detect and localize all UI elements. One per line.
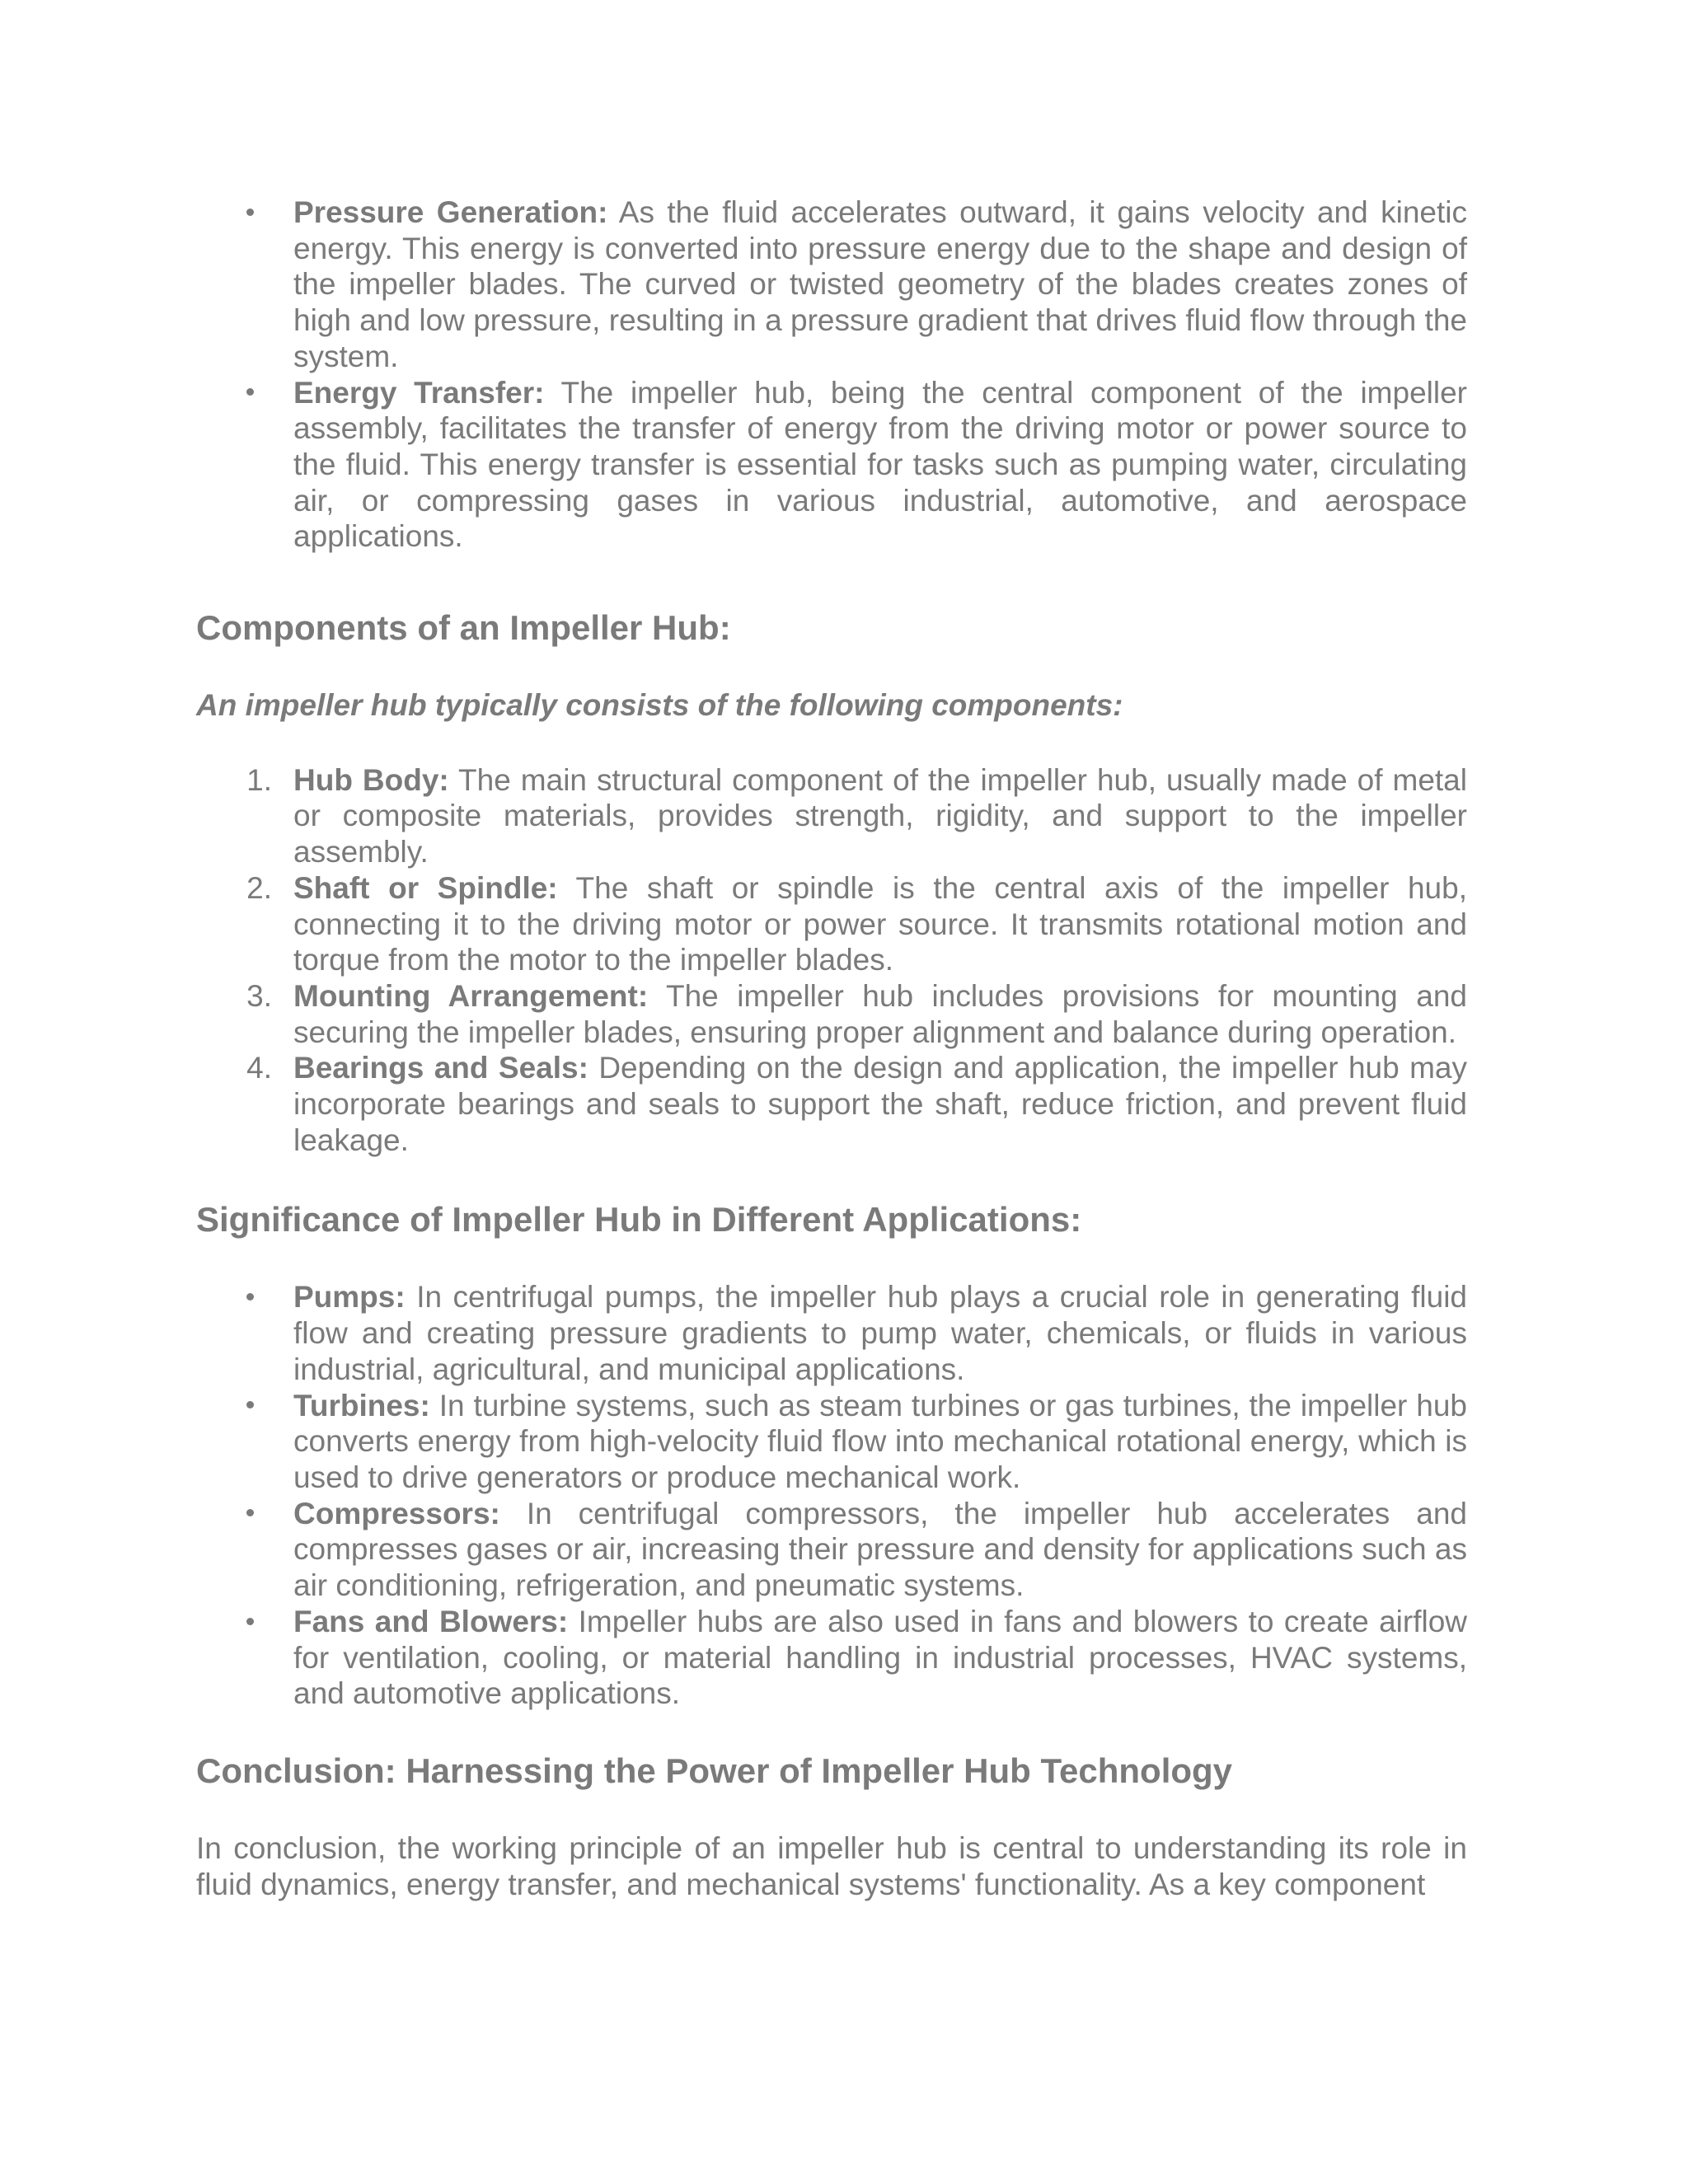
applications-bullet-list [196, 1279, 1467, 1711]
bullet-icon [196, 1496, 254, 1532]
principle-bullet-list [196, 194, 1467, 555]
list-item-text: The main structural component of the impeller hub, usually made of metal or composite materials, provides strength, rigidity, and support to the impeller assembly. [293, 762, 1467, 869]
list-item [196, 870, 1467, 978]
list-item [196, 194, 1467, 375]
list-number: 2. [246, 870, 272, 905]
list-item-text: Impeller hubs are also used in fans and blowers to create airflow for ventilation, cooling, or material handling in industrial processes, HVAC systems, and automotive applications. [293, 1604, 1468, 1711]
conclusion-paragraph: In conclusion, the working principle of an impeller hub is central to understanding its role in fluid dynamics, energy transfer, and mechanical systems' functionality. As a key component [196, 1830, 1467, 1901]
list-number: 1. [246, 762, 272, 797]
list-item [196, 978, 1467, 1050]
components-numbered-list [196, 762, 1467, 1159]
list-item-term: Energy Transfer: [293, 375, 545, 410]
list-item-text: The impeller hub includes provisions for mounting and securing the impeller blades, ensuring proper alignment and balance during operation. [293, 978, 1467, 1049]
bullet-icon [196, 375, 254, 411]
list-item-text: Depending on the design and application, the impeller hub may incorporate bearings and seals to support the shaft, reduce friction, and prevent fluid leakage. [293, 1051, 1467, 1157]
list-item-term: Pumps: [293, 1280, 406, 1315]
list-item-term: Shaft or Spindle: [293, 870, 558, 905]
list-item [196, 762, 1467, 870]
document-content [196, 194, 1467, 1902]
list-item-term: Compressors: [293, 1496, 500, 1530]
list-item [196, 1050, 1467, 1158]
section-heading-conclusion: Conclusion: Harnessing the Power of Impeller Hub Technology [196, 1750, 1233, 1790]
list-item-text: As the fluid accelerates outward, it gains velocity and kinetic energy. This energy is converted into pressure energy due to the shape and design of the impeller blades. The curved or twisted geometry of the blades creates zones of high and low pressure, resulting in a pressure gradient that drives fluid flow through the system. [293, 195, 1467, 373]
list-item-term: Mounting Arrangement: [293, 978, 649, 1013]
bullet-icon [196, 1279, 254, 1315]
list-item-text: The shaft or spindle is the central axis of the impeller hub, connecting it to the driving motor or power source. It transmits rotational motion and torque from the motor to the impeller blades. [293, 870, 1467, 977]
list-item-text: In turbine systems, such as steam turbines or gas turbines, the impeller hub converts energy from high-velocity fluid flow into mechanical rotational energy, which is used to drive generators or produce mechanical work. [293, 1388, 1467, 1494]
bullet-icon [196, 194, 254, 231]
bullet-icon [196, 1604, 254, 1640]
list-item-text: The impeller hub, being the central component of the impeller assembly, facilitates the transfer of energy from the driving motor or power source to the fluid. This energy transfer is essential for tasks such as pumping water, circulating air, or compressing gases in various industrial, automotive, and aerospace applications. [293, 375, 1467, 554]
list-item [196, 1279, 1467, 1387]
components-intro: An impeller hub typically consists of the following components: [196, 688, 1123, 723]
list-item-term: Bearings and Seals: [293, 1051, 588, 1085]
bullet-icon [196, 1388, 254, 1424]
list-item-term: Fans and Blowers: [293, 1604, 569, 1638]
list-number: 3. [246, 978, 272, 1013]
list-item [196, 1496, 1467, 1604]
list-item-text: In centrifugal compressors, the impeller hub accelerates and compresses gases or air, increasing their pressure and density for applications such as air conditioning, refrigeration, and pneumatic systems. [293, 1496, 1467, 1603]
list-item-term: Pressure Generation: [293, 195, 608, 229]
list-item-term: Turbines: [293, 1388, 430, 1422]
section-heading-components: Components of an Impeller Hub: [196, 608, 731, 648]
list-number: 4. [246, 1051, 272, 1085]
list-item-text: In centrifugal pumps, the impeller hub plays a crucial role in generating fluid flow and creating pressure gradients to pump water, chemicals, or fluids in various industrial, agricultural, and municipal applications. [293, 1280, 1467, 1386]
list-item [196, 1604, 1467, 1712]
list-item [196, 375, 1467, 555]
list-item [196, 1388, 1467, 1496]
list-item-term: Hub Body: [293, 762, 449, 797]
section-heading-significance: Significance of Impeller Hub in Different Applications: [196, 1200, 1082, 1240]
